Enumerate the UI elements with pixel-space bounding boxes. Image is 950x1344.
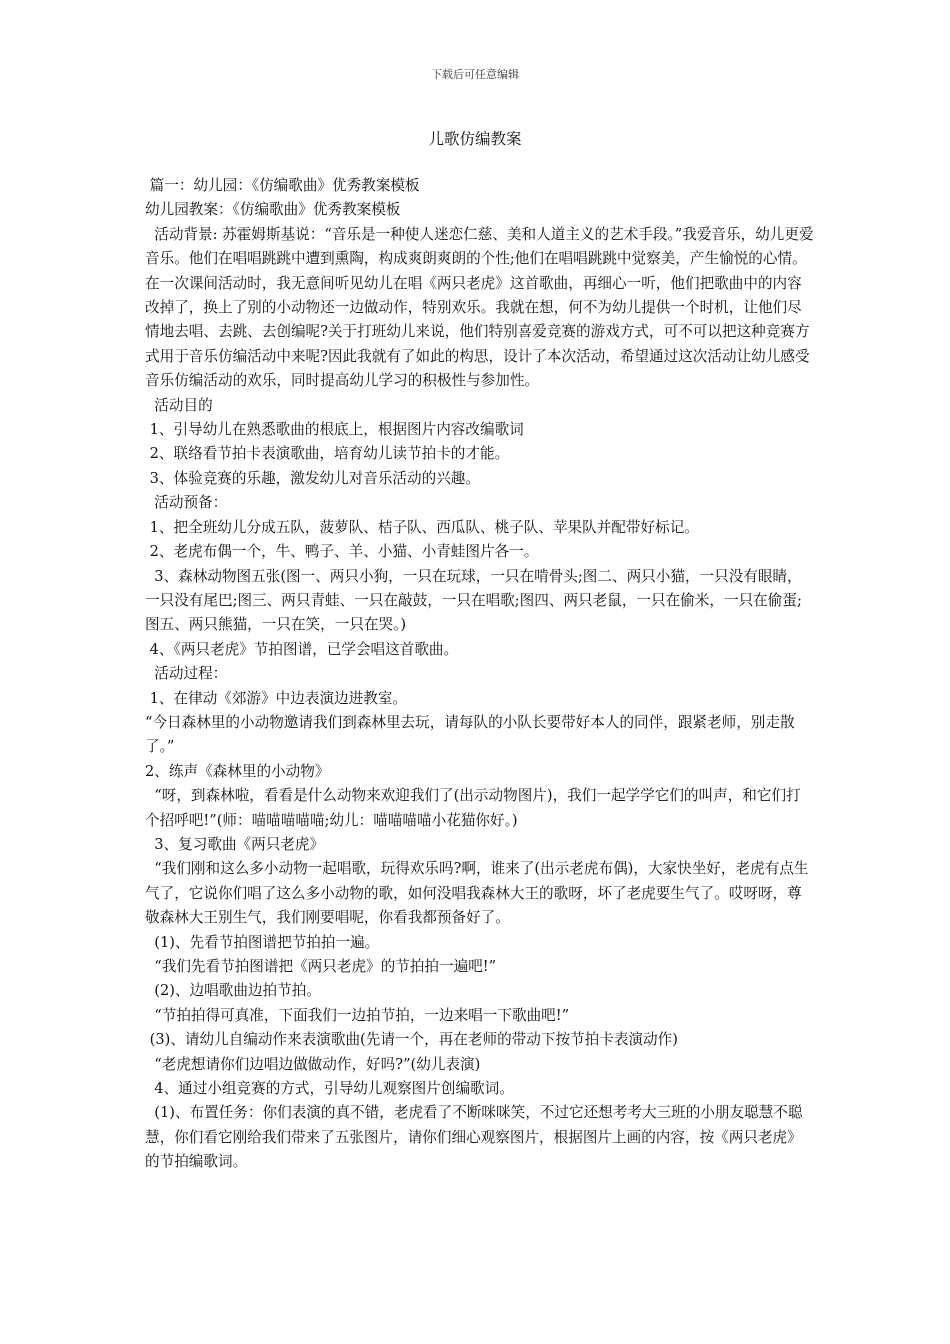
paragraph: 3、体验竞赛的乐趣，激发幼儿对音乐活动的兴趣。 — [145, 469, 480, 487]
paragraph: 3、森林动物图五张(图一、两只小狗，一只在玩球，一只在啃骨头;图二、两只小猫，一只没有眼睛，一只没有尾巴;图三、两只青蛙、一只在敲鼓，一只在唱歌;图四、两只老鼠，一只在偷米，一只在偷蛋;图五、两只熊猫，一只在笑，一只在哭。) — [145, 567, 802, 634]
paragraph: (1)、先看节拍图谱把节拍拍一遍。 — [145, 933, 380, 951]
paragraph: 1、引导幼儿在熟悉歌曲的根底上，根据图片内容改编歌词 — [145, 421, 524, 439]
paragraph: “我们先看节拍图谱把《两只老虎》的节拍拍一遍吧!” — [145, 958, 497, 975]
paragraph: (1)、布置任务：你们表演的真不错，老虎看了不断咪咪笑，不过它还想考考大三班的小朋友聪慧不聪慧，你们看它刚给我们带来了五张图片，请你们细心观察图片，根据图片上画的内容，按《两只老虎》的节拍编歌词。 — [145, 1104, 803, 1171]
paragraph: 活动预备： — [145, 494, 228, 512]
paragraph: (2)、边唱歌曲边拍节拍。 — [145, 982, 321, 1000]
paragraph: “节拍拍得可真准，下面我们一边拍节拍，一边来唱一下歌曲吧!” — [145, 1006, 570, 1024]
paragraph: “老虎想请你们边唱边做做动作，好吗?”(幼儿表演) — [145, 1055, 481, 1073]
paragraph: 活动背景: 苏霍姆斯基说：“音乐是一种使人迷恋仁慈、美和人道主义的艺术手段。”我爱音乐，幼儿更爱音乐。他们在唱唱跳跳中遭到熏陶，构成爽朗爽朗的个性;他们在唱唱跳跳中觉察美，产生愉悦的心情。在一次课间活动时，我无意间听见幼儿在唱《两只老虎》这首歌曲，再细心一听，他们把歌曲中的内容改掉了，换上了别的小动物还一边做动作，特别欢乐。我就在想，何不为幼儿提供一个时机，让他们尽情地去唱、去跳、去创编呢?关于打班幼儿来说，他们特别喜爱竞赛的游戏方式，可不可以把这种竞赛方式用于音乐仿编活动中来呢?因此我就有了如此的构思，设计了本次活动，希望通过这次活动让幼儿感受音乐仿编活动的欢乐，同时提高幼儿学习的积极性与参加性。 — [145, 225, 814, 390]
paragraph: 3、复习歌曲《两只老虎》 — [145, 835, 325, 853]
paragraph: 幼儿园教案：《仿编歌曲》优秀教案模板 — [145, 201, 401, 219]
paragraph: “我们刚和这么多小动物一起唱歌，玩得欢乐吗?啊，谁来了(出示老虎布偶)，大家快坐好，老虎有点生气了，它说你们唱了这么多小动物的歌，如何没唱我森林大王的歌呀，坏了老虎要生气了。哎呀呀，尊敬森林大王别生气，我们刚要唱呢，你看我都预备好了。 — [145, 860, 809, 927]
paragraph: 2、联络看节拍卡表演歌曲，培育幼儿读节拍卡的才能。 — [145, 445, 510, 463]
paragraph: 4、《两只老虎》节拍图谱，已学会唱这首歌曲。 — [145, 640, 459, 658]
paragraph: 2、老虎布偶一个，牛、鸭子、羊、小猫、小青蛙图片各一。 — [145, 543, 539, 561]
paragraph: “今日森林里的小动物邀请我们到森林里去玩，请每队的小队长要带好本人的同伴，跟紧老师，别走散了。” — [145, 713, 795, 756]
paragraph: 活动过程： — [145, 665, 228, 683]
paragraph: 篇一：幼儿园：《仿编歌曲》优秀教案模板 — [145, 177, 420, 194]
document-title: 儿歌仿编教案 — [428, 130, 522, 148]
paragraph: 4、通过小组竞赛的方式，引导幼儿观察图片创编歌词。 — [145, 1080, 514, 1098]
paragraph: (3)、请幼儿自编动作来表演歌曲(先请一个，再在老师的带动下按节拍卡表演动作) — [145, 1031, 678, 1049]
header-note: 下载后可任意编辑 — [431, 68, 519, 81]
paragraph: 2、练声《森林里的小动物》 — [145, 762, 330, 780]
paragraph: 1、把全班幼儿分成五队，菠萝队、桔子队、西瓜队、桃子队、苹果队并配带好标记。 — [145, 518, 699, 536]
paragraph: 活动目的 — [145, 396, 213, 414]
paragraph: 1、在律动《郊游》中边表演边进教室。 — [145, 689, 408, 707]
document-body — [145, 174, 815, 1175]
paragraph: “呀，到森林啦，看看是什么动物来欢迎我们了(出示动物图片)，我们一起学学它们的叫声，和它们打个招呼吧!”(师：喵喵喵喵喵;幼儿：喵喵喵喵小花猫你好。) — [145, 787, 801, 829]
